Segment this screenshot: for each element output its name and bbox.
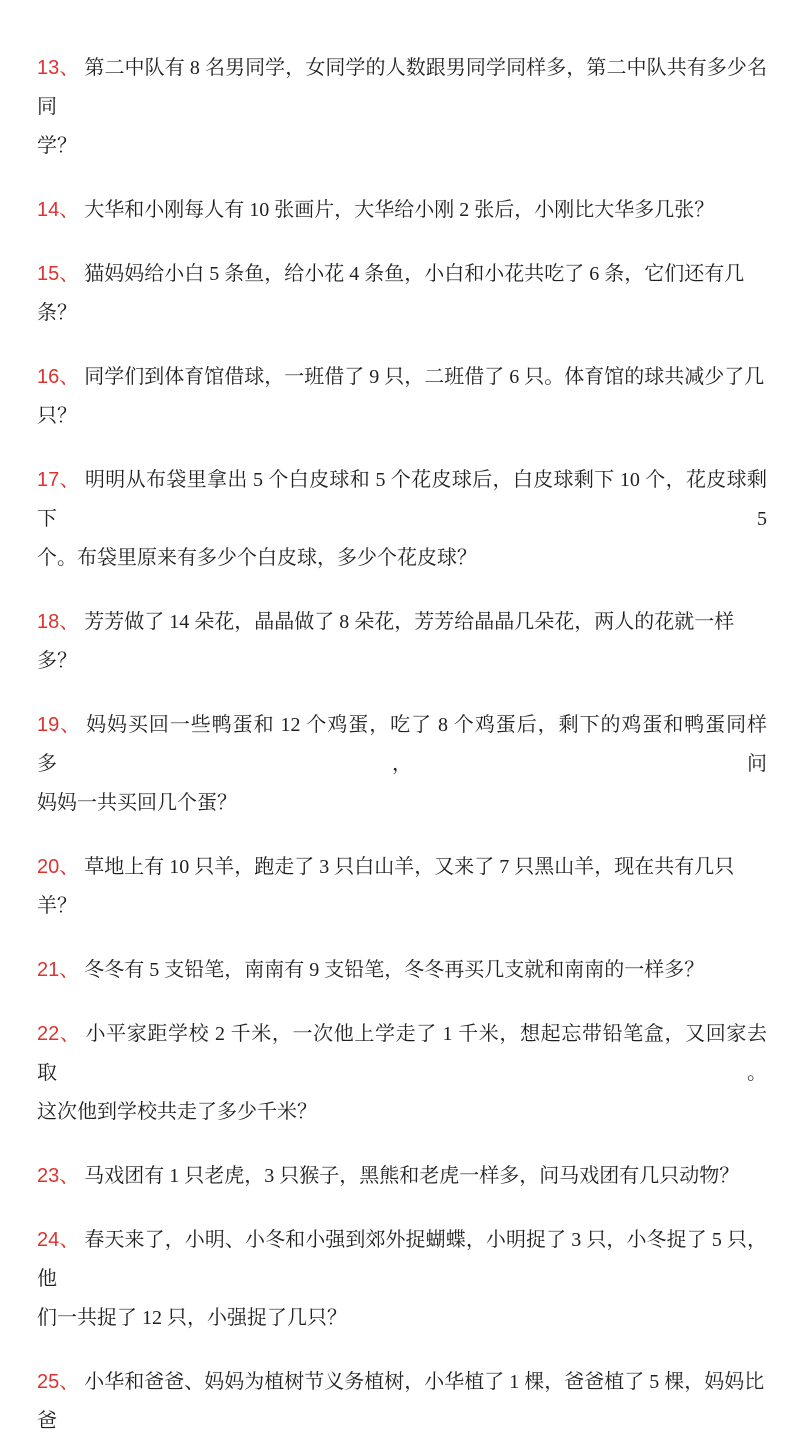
problem-first-line [37,1363,767,1441]
problem-number: 21、 [37,959,80,981]
problem-continuation-line: 妈妈一共买回几个蛋？ [37,792,237,814]
problem-item [37,603,767,681]
problem-item [37,1363,767,1441]
problem-number: 25、 [37,1371,80,1393]
problem-item [37,706,767,823]
problem-text: 小平家距学校 2 千米，一次他上学走了 1 千米，想起忘带铅笔盒，又回家去取。 [37,1023,768,1084]
problem-item [37,848,767,926]
problem-text: 草地上有 10 只羊，跑走了 3 只白山羊，又来了 7 只黑山羊，现在共有几只羊？ [37,856,735,917]
problem-text: 同学们到体育馆借球，一班借了 9 只，二班借了 6 只。体育馆的球共减少了几只？ [37,366,765,427]
problem-number: 15、 [37,263,80,285]
problem-list [37,49,767,1441]
problem-first-line [37,191,767,230]
problem-item [37,1157,767,1196]
problem-item [37,49,767,166]
problem-continuation-line: 个。布袋里原来有多少个白皮球，多少个花皮球？ [37,547,477,569]
problem-text: 明明从布袋里拿出 5 个白皮球和 5 个花皮球后，白皮球剩下 10 个，花皮球剩下 5 [37,469,767,530]
problem-item [37,951,767,990]
problem-first-line [37,603,767,681]
problem-number: 14、 [37,199,80,221]
problem-text: 第二中队有 8 名男同学，女同学的人数跟男同学同样多，第二中队共有多少名同 [37,57,768,118]
problem-continuation-line: 们一共捉了 12 只，小强捉了几只？ [37,1307,347,1329]
problem-text: 猫妈妈给小白 5 条鱼，给小花 4 条鱼，小白和小花共吃了 6 条，它们还有几条？ [37,263,745,324]
problem-first-line [37,1157,767,1196]
problem-first-line [37,706,767,784]
problem-number: 16、 [37,366,80,388]
problem-item [37,358,767,436]
problem-first-line [37,358,767,436]
problem-text: 小华和爸爸、妈妈为植树节义务植树，小华植了 1 棵，爸爸植了 5 棵，妈妈比爸 [37,1371,765,1432]
problem-item [37,255,767,333]
problem-number: 23、 [37,1165,80,1187]
problem-continuation-line: 学？ [37,135,77,157]
problem-continuation-line: 这次他到学校共走了多少千米？ [37,1101,317,1123]
problem-number: 13、 [37,57,80,79]
problem-item [37,1015,767,1132]
problem-first-line [37,461,767,539]
problem-first-line [37,49,767,127]
problem-item [37,1221,767,1338]
problem-item [37,191,767,230]
problem-text: 大华和小刚每人有 10 张画片，大华给小刚 2 张后，小刚比大华多几张？ [84,199,715,221]
problem-number: 19、 [37,714,82,736]
problem-number: 24、 [37,1229,80,1251]
problem-text: 马戏团有 1 只老虎，3 只猴子，黑熊和老虎一样多，问马戏团有几只动物？ [84,1165,740,1187]
problem-text: 春天来了，小明、小冬和小强到郊外捉蝴蝶，小明捉了 3 只，小冬捉了 5 只，他 [37,1229,768,1290]
problem-number: 17、 [37,469,80,491]
problem-first-line [37,951,767,990]
problem-text: 芳芳做了 14 朵花，晶晶做了 8 朵花，芳芳给晶晶几朵花，两人的花就一样多？ [37,611,735,672]
problem-first-line [37,1015,767,1093]
problem-text: 妈妈买回一些鸭蛋和 12 个鸡蛋，吃了 8 个鸡蛋后，剩下的鸡蛋和鸭蛋同样多，问 [37,714,768,775]
problem-first-line [37,848,767,926]
problem-item [37,461,767,578]
problem-first-line [37,1221,767,1299]
problem-number: 20、 [37,856,80,878]
problem-number: 22、 [37,1023,81,1045]
problem-text: 冬冬有 5 支铅笔，南南有 9 支铅笔，冬冬再买几支就和南南的一样多？ [84,959,705,981]
problem-number: 18、 [37,611,80,633]
problem-first-line [37,255,767,333]
